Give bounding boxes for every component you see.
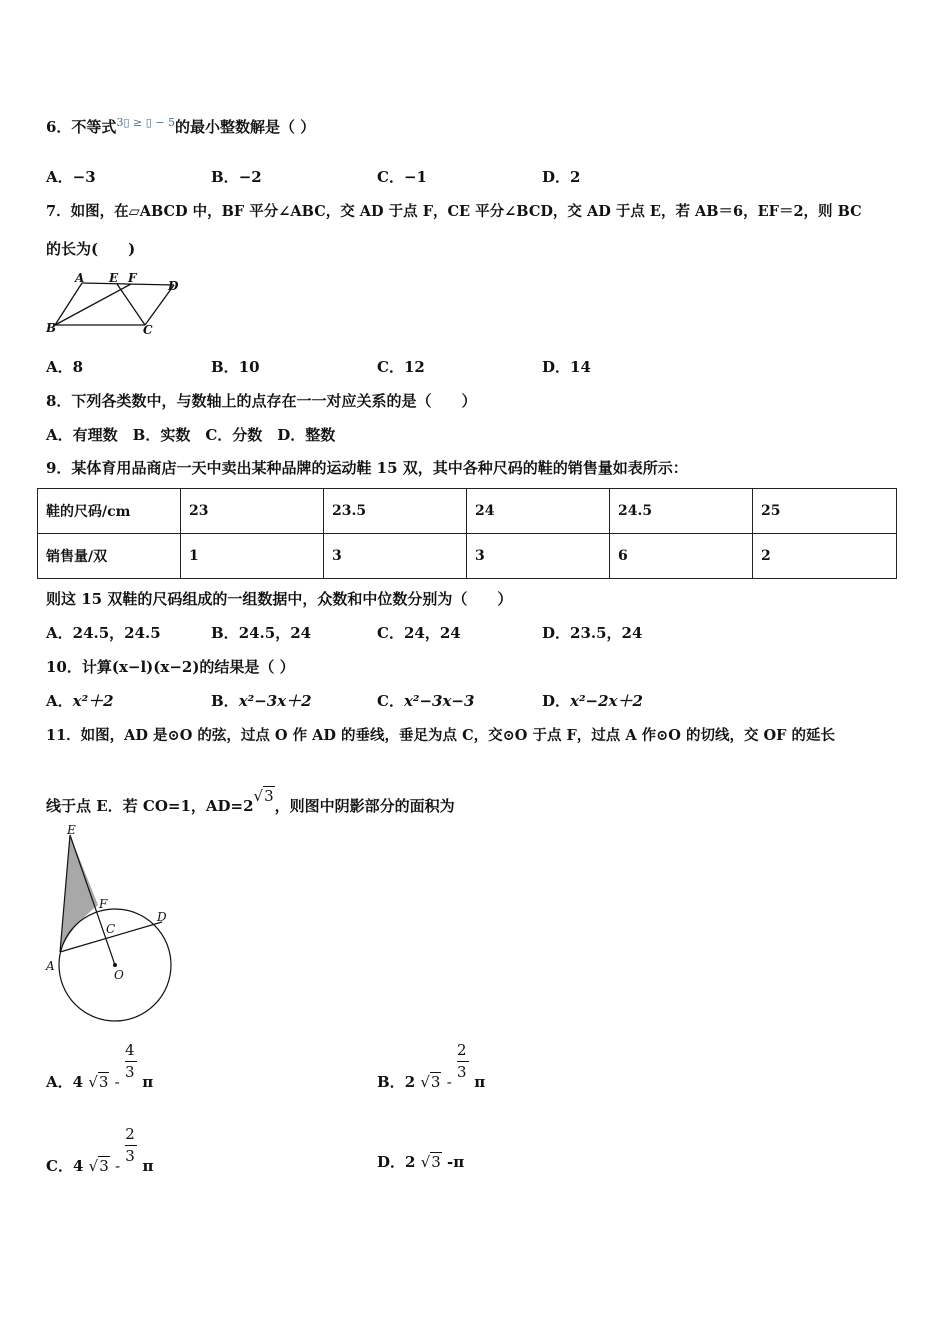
q11-option-d[interactable]: D．2 √3 -π [377,1153,465,1171]
table-row [38,534,897,579]
table-cell: 25 [753,489,897,534]
q10-option-a[interactable]: A．x²＋2 [46,692,114,710]
q9-option-b[interactable]: B．24.5，24 [211,624,312,642]
q9-stem: 9．某体育用品商店一天中卖出某种品牌的运动鞋 15 双，其中各种尺码的鞋的销售量如表所示： [46,459,688,477]
table-cell: 23.5 [324,489,467,534]
label-e: E [67,823,76,837]
q11-option-c[interactable]: C．4 √3 - $\frac{2}{3}$ π [46,1125,154,1175]
q11-stem-line2: 线于点 E．若 CO=1，AD=2√3，则图中阴影部分的面积为 [46,787,455,815]
q11-option-a[interactable]: A．4 √3 - $\frac{4}{3}$ π [46,1041,154,1091]
q8-options[interactable]: A．有理数 B．实数 C．分数 D．整数 [46,426,336,444]
q10-stem: 10．计算(x−l)(x−2)的结果是（ ） [46,658,295,676]
table-cell: 24.5 [610,489,753,534]
q6-stem: 6．不等式$^{3▯ \ge ▯ - 5}$的最小整数解是（ ） [46,116,316,136]
q10-option-d[interactable]: D．x²−2x＋2 [542,692,643,710]
shaded-region [60,835,98,952]
q7-option-a[interactable]: A．8 [46,358,84,376]
table-cell: 24 [467,489,610,534]
q6-option-d[interactable]: D．2 [542,168,581,186]
label-c: C [143,323,153,337]
q6-option-a[interactable]: A．−3 [46,168,96,186]
q7-parallelogram-figure [44,270,184,338]
q9-follow-up: 则这 15 双鞋的尺码组成的一组数据中，众数和中位数分别为（ ） [46,590,513,608]
segment-ab [55,283,82,325]
q8-stem: 8．下列各类数中，与数轴上的点存在一一对应关系的是（ ） [46,392,477,410]
q7-stem-line2: 的长为( ) [46,240,136,258]
table-cell: 2 [753,534,897,579]
table-row [38,489,897,534]
q9-option-c[interactable]: C．24，24 [377,624,461,642]
label-a: A [75,271,85,285]
label-f: F [99,897,108,911]
q7-option-c[interactable]: C．12 [377,358,425,376]
label-o: O [114,968,124,982]
table-cell: 3 [324,534,467,579]
label-b: B [46,321,57,335]
q6-option-b[interactable]: B．−2 [211,168,262,186]
q9-data-table [37,488,897,579]
q10-option-c[interactable]: C．x²−3x−3 [377,692,475,710]
table-cell: 3 [467,534,610,579]
table-cell: 鞋的尺码/cm [38,489,181,534]
segment-ce [117,284,145,325]
label-f: F [128,271,137,285]
label-a: A [46,959,55,973]
table-cell: 23 [181,489,324,534]
label-e: E [109,271,119,285]
label-d: D [157,910,167,924]
q6-option-c[interactable]: C．−1 [377,168,427,186]
q7-option-b[interactable]: B．10 [211,358,260,376]
segment-bf [55,284,131,325]
label-c: C [106,922,116,936]
table-cell: 销售量/双 [38,534,181,579]
q11-option-b[interactable]: B．2 √3 - $\frac{2}{3}$ π [377,1041,486,1091]
q7-stem-line1: 7．如图，在▱ABCD 中，BF 平分∠ABC，交 AD 于点 F，CE 平分∠BCD，交 AD 于点 E，若 AB＝6，EF＝2，则 BC [46,203,862,220]
label-d: D [168,279,179,293]
table-cell: 1 [181,534,324,579]
q9-option-d[interactable]: D．23.5，24 [542,624,643,642]
q7-option-d[interactable]: D．14 [542,358,591,376]
center-point [113,963,117,967]
q11-stem-line1: 11．如图，AD 是⊙O 的弦，过点 O 作 AD 的垂线，垂足为点 C，交⊙O 于点 F，过点 A 作⊙O 的切线，交 OF 的延长 [46,727,835,744]
q11-circle-figure [40,822,180,1032]
table-cell: 6 [610,534,753,579]
q10-option-b[interactable]: B．x²−3x＋2 [211,692,312,710]
q9-option-a[interactable]: A．24.5，24.5 [46,624,161,642]
